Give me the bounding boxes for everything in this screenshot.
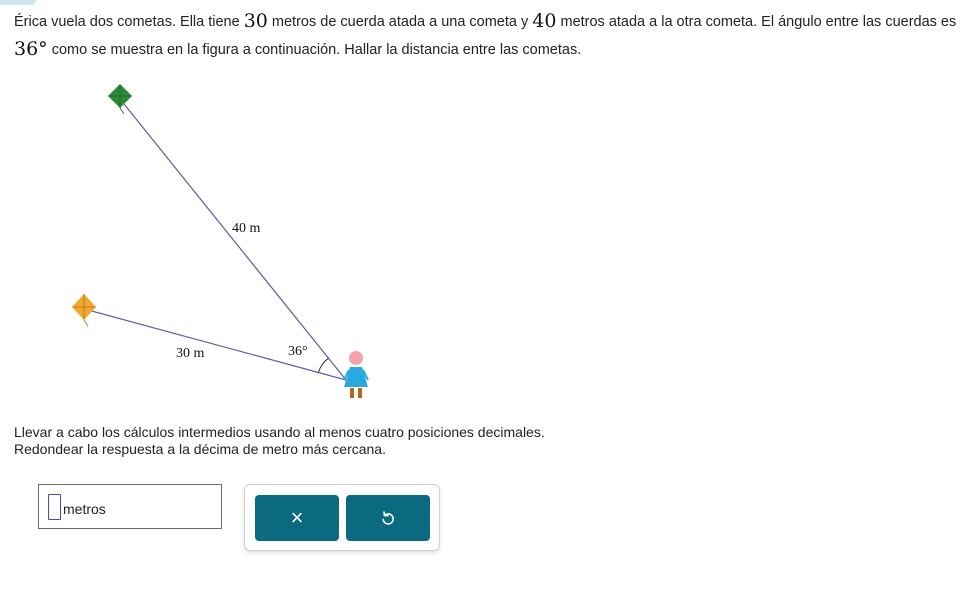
answer-input[interactable] — [48, 494, 61, 520]
action-panel — [244, 484, 440, 551]
orange-kite-icon — [72, 294, 96, 326]
answer-unit: metros — [63, 501, 106, 517]
label-short-string: 30 m — [176, 346, 205, 361]
instruction-line-1: Llevar a cabo los cálculos intermedios usando al menos cuatro posiciones decimales. — [14, 424, 545, 440]
instruction-line-2: Redondear la respuesta a la décima de metro más cercana. — [14, 441, 386, 457]
problem-statement — [14, 8, 964, 64]
long-string — [124, 104, 346, 380]
undo-button[interactable] — [346, 495, 430, 541]
problem-text-3: metros atada a la otra cometa. El ángulo entre las cuerdas es — [556, 14, 957, 30]
undo-icon — [380, 510, 396, 526]
problem-angle: 36° — [14, 38, 48, 60]
problem-length-a: 30 — [243, 10, 268, 32]
label-angle: 36° — [288, 344, 308, 359]
kites-figure — [0, 80, 420, 410]
instructions — [14, 424, 545, 458]
clear-icon: × — [290, 505, 304, 530]
kites-diagram — [0, 80, 420, 410]
clear-button[interactable] — [255, 495, 339, 541]
problem-text-1: Érica vuela dos cometas. Ella tiene — [14, 14, 244, 30]
answer-box — [38, 484, 222, 529]
label-long-string: 40 m — [232, 221, 261, 236]
girl-icon — [344, 351, 368, 398]
problem-text-2: metros de cuerda atada a una cometa y — [267, 14, 533, 30]
problem-length-b: 40 — [532, 10, 557, 32]
angle-arc — [318, 358, 328, 372]
problem-text-4: como se muestra en la figura a continuación. Hallar la distancia entre las cometas. — [47, 42, 582, 58]
top-accent-bar — [0, 0, 36, 5]
